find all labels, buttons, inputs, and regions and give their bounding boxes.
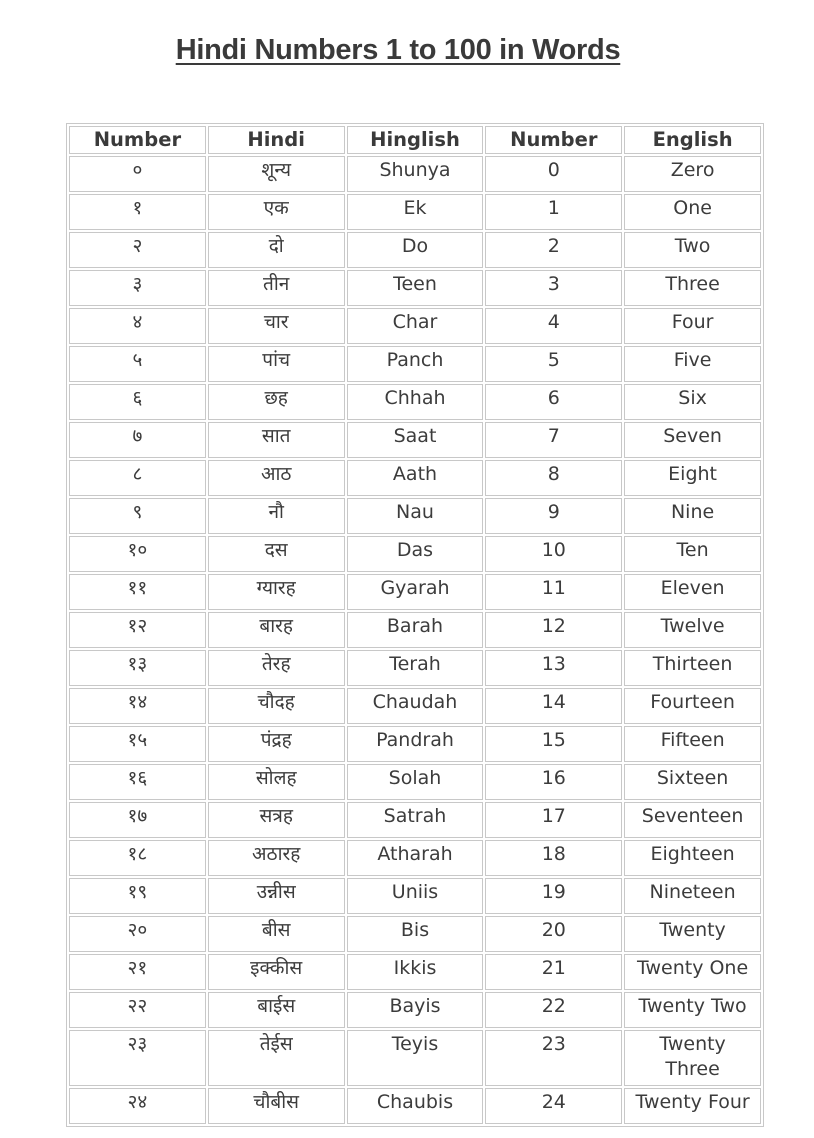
table-row (69, 726, 761, 762)
hinglish-cell: Atharah (347, 840, 484, 876)
devanagari-numeral-cell: ९ (69, 498, 206, 534)
table-row (69, 954, 761, 990)
header-hindi: Hindi (208, 126, 345, 154)
number-cell: 24 (485, 1088, 622, 1124)
english-word-cell: Fifteen (624, 726, 761, 762)
hindi-word-cell: सात (208, 422, 345, 458)
devanagari-numeral-cell: ८ (69, 460, 206, 496)
english-word-cell: Four (624, 308, 761, 344)
hindi-word-cell: चौदह (208, 688, 345, 724)
english-word-cell: Five (624, 346, 761, 382)
english-word-cell: Fourteen (624, 688, 761, 724)
table-row (69, 498, 761, 534)
hinglish-cell: Aath (347, 460, 484, 496)
hinglish-cell: Ikkis (347, 954, 484, 990)
devanagari-numeral-cell: ६ (69, 384, 206, 420)
table-row (69, 688, 761, 724)
table-row (69, 992, 761, 1028)
hinglish-cell: Satrah (347, 802, 484, 838)
hinglish-cell: Ek (347, 194, 484, 230)
devanagari-numeral-cell: १ (69, 194, 206, 230)
hindi-word-cell: उन्नीस (208, 878, 345, 914)
hindi-word-cell: शून्य (208, 156, 345, 192)
devanagari-numeral-cell: ५ (69, 346, 206, 382)
table-row (69, 308, 761, 344)
devanagari-numeral-cell: ० (69, 156, 206, 192)
devanagari-numeral-cell: १० (69, 536, 206, 572)
hinglish-cell: Char (347, 308, 484, 344)
table-row (69, 612, 761, 648)
hindi-word-cell: बीस (208, 916, 345, 952)
table-body (69, 156, 761, 1124)
hinglish-cell: Bis (347, 916, 484, 952)
english-word-cell: Eight (624, 460, 761, 496)
english-word-cell: Eighteen (624, 840, 761, 876)
table-row (69, 1030, 761, 1086)
number-cell: 8 (485, 460, 622, 496)
english-word-cell: Zero (624, 156, 761, 192)
devanagari-numeral-cell: १२ (69, 612, 206, 648)
number-cell: 17 (485, 802, 622, 838)
numbers-table (66, 123, 764, 1127)
english-word-cell: Twelve (624, 612, 761, 648)
devanagari-numeral-cell: १८ (69, 840, 206, 876)
english-word-cell: Twenty Three (624, 1030, 761, 1086)
header-number-devanagari: Number (69, 126, 206, 154)
table-row (69, 650, 761, 686)
table-row (69, 1088, 761, 1124)
devanagari-numeral-cell: १६ (69, 764, 206, 800)
number-cell: 6 (485, 384, 622, 420)
english-word-cell: Twenty (624, 916, 761, 952)
devanagari-numeral-cell: १९ (69, 878, 206, 914)
hindi-word-cell: इक्कीस (208, 954, 345, 990)
page-title: Hindi Numbers 1 to 100 in Words (175, 34, 621, 66)
english-word-cell: Twenty Four (624, 1088, 761, 1124)
devanagari-numeral-cell: १७ (69, 802, 206, 838)
english-word-cell: Eleven (624, 574, 761, 610)
english-word-cell: Ten (624, 536, 761, 572)
english-word-cell: Twenty Two (624, 992, 761, 1028)
english-word-cell: Twenty One (624, 954, 761, 990)
devanagari-numeral-cell: २४ (69, 1088, 206, 1124)
hindi-word-cell: तीन (208, 270, 345, 306)
hindi-word-cell: दो (208, 232, 345, 268)
hindi-word-cell: चौबीस (208, 1088, 345, 1124)
devanagari-numeral-cell: ४ (69, 308, 206, 344)
devanagari-numeral-cell: ३ (69, 270, 206, 306)
hinglish-cell: Chhah (347, 384, 484, 420)
table-row (69, 764, 761, 800)
number-cell: 2 (485, 232, 622, 268)
hindi-word-cell: नौ (208, 498, 345, 534)
table-header-row (69, 126, 761, 154)
table-row (69, 194, 761, 230)
number-cell: 20 (485, 916, 622, 952)
hindi-word-cell: अठारह (208, 840, 345, 876)
english-word-cell: Sixteen (624, 764, 761, 800)
hinglish-cell: Bayis (347, 992, 484, 1028)
devanagari-numeral-cell: १५ (69, 726, 206, 762)
hindi-word-cell: आठ (208, 460, 345, 496)
english-word-cell: One (624, 194, 761, 230)
table-row (69, 574, 761, 610)
number-cell: 12 (485, 612, 622, 648)
hinglish-cell: Saat (347, 422, 484, 458)
hinglish-cell: Chaudah (347, 688, 484, 724)
table-row (69, 270, 761, 306)
table-row (69, 536, 761, 572)
hindi-word-cell: तेरह (208, 650, 345, 686)
table-row (69, 422, 761, 458)
hinglish-cell: Shunya (347, 156, 484, 192)
header-number: Number (485, 126, 622, 154)
table-row (69, 878, 761, 914)
english-word-cell: Thirteen (624, 650, 761, 686)
number-cell: 3 (485, 270, 622, 306)
hindi-word-cell: एक (208, 194, 345, 230)
english-word-cell: Seventeen (624, 802, 761, 838)
hinglish-cell: Das (347, 536, 484, 572)
number-cell: 16 (485, 764, 622, 800)
english-word-cell: Six (624, 384, 761, 420)
header-english: English (624, 126, 761, 154)
number-cell: 19 (485, 878, 622, 914)
english-word-cell: Two (624, 232, 761, 268)
devanagari-numeral-cell: ११ (69, 574, 206, 610)
devanagari-numeral-cell: १४ (69, 688, 206, 724)
number-cell: 18 (485, 840, 622, 876)
hindi-word-cell: सत्रह (208, 802, 345, 838)
table-row (69, 232, 761, 268)
english-word-cell: Nineteen (624, 878, 761, 914)
hinglish-cell: Barah (347, 612, 484, 648)
table-row (69, 916, 761, 952)
table-row (69, 384, 761, 420)
number-cell: 10 (485, 536, 622, 572)
devanagari-numeral-cell: ७ (69, 422, 206, 458)
hinglish-cell: Solah (347, 764, 484, 800)
hindi-word-cell: ग्यारह (208, 574, 345, 610)
devanagari-numeral-cell: २० (69, 916, 206, 952)
number-cell: 14 (485, 688, 622, 724)
table-row (69, 802, 761, 838)
devanagari-numeral-cell: २ (69, 232, 206, 268)
hindi-word-cell: चार (208, 308, 345, 344)
number-cell: 4 (485, 308, 622, 344)
number-cell: 15 (485, 726, 622, 762)
hinglish-cell: Uniis (347, 878, 484, 914)
hinglish-cell: Teen (347, 270, 484, 306)
hinglish-cell: Nau (347, 498, 484, 534)
hindi-word-cell: तेईस (208, 1030, 345, 1086)
hindi-word-cell: सोलह (208, 764, 345, 800)
devanagari-numeral-cell: २३ (69, 1030, 206, 1086)
devanagari-numeral-cell: १३ (69, 650, 206, 686)
devanagari-numeral-cell: २२ (69, 992, 206, 1028)
hinglish-cell: Do (347, 232, 484, 268)
hindi-word-cell: बारह (208, 612, 345, 648)
number-cell: 23 (485, 1030, 622, 1086)
table-row (69, 840, 761, 876)
hindi-word-cell: पंद्रह (208, 726, 345, 762)
hinglish-cell: Pandrah (347, 726, 484, 762)
english-word-cell: Seven (624, 422, 761, 458)
table-row (69, 346, 761, 382)
number-cell: 5 (485, 346, 622, 382)
hinglish-cell: Teyis (347, 1030, 484, 1086)
hinglish-cell: Terah (347, 650, 484, 686)
number-cell: 7 (485, 422, 622, 458)
english-word-cell: Nine (624, 498, 761, 534)
hindi-word-cell: बाईस (208, 992, 345, 1028)
number-cell: 1 (485, 194, 622, 230)
number-cell: 13 (485, 650, 622, 686)
number-cell: 9 (485, 498, 622, 534)
hindi-word-cell: छह (208, 384, 345, 420)
table-row (69, 156, 761, 192)
table-row (69, 460, 761, 496)
number-cell: 21 (485, 954, 622, 990)
devanagari-numeral-cell: २१ (69, 954, 206, 990)
number-cell: 22 (485, 992, 622, 1028)
hinglish-cell: Gyarah (347, 574, 484, 610)
hindi-word-cell: पांच (208, 346, 345, 382)
header-hinglish: Hinglish (347, 126, 484, 154)
english-word-cell: Three (624, 270, 761, 306)
hinglish-cell: Chaubis (347, 1088, 484, 1124)
number-cell: 11 (485, 574, 622, 610)
number-cell: 0 (485, 156, 622, 192)
hindi-word-cell: दस (208, 536, 345, 572)
hinglish-cell: Panch (347, 346, 484, 382)
